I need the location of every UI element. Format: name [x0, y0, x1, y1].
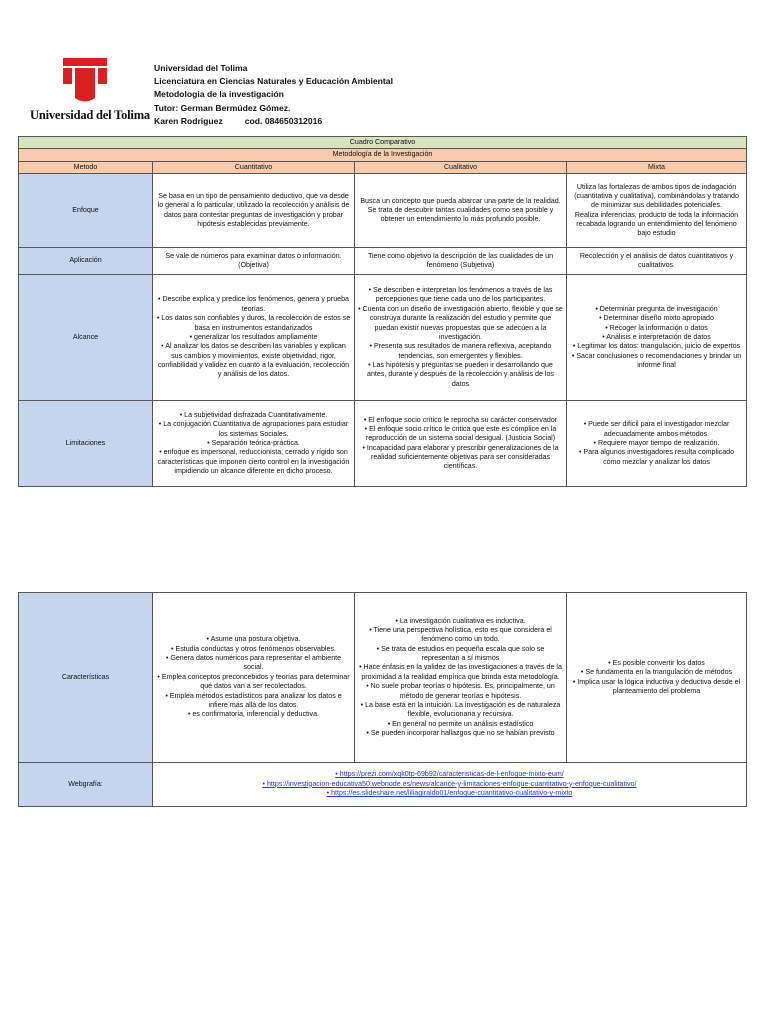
- cell-caracteristicas-cuantitativo: • Asume una postura objetiva. • Estudia conductas y otros fenómenos observables. • Genera datos numéricos para representar el ambiente social. • Emplea conceptos preconcebidos y teorías para determinar qué datos van a ser recolectados. • Emplea métodos estadísticos para analizar los datos e infiere más allá de los datos. • es confirmatoria, inferencial y deductiva.: [153, 593, 355, 763]
- student-code: cod. 084650312016: [244, 115, 323, 126]
- table-row: [19, 763, 747, 807]
- cell-enfoque-mixta: Utiliza las fortalezas de ambos tipos de indagación (cuantitativa y cualitativa), combinándolas y tratando de minimizar sus debilidades potenciales. Realiza inferencias, producto de toda la información recabada logrando un entendimiento del fenómeno bajo estudio: [567, 174, 747, 248]
- column-header-cualitativo: Cualitativo: [355, 161, 567, 173]
- cell-alcance-mixta: • Determinar pregunta de investigación • Determinar diseño mixto apropiado • Recoger la información o datos • Análisis e interpretación de datos • Legitimar los datos: triangulación, juicio de expertos • Sacar conclusiones o recomendaciones y brindar un informe final: [567, 275, 747, 401]
- program-name: Licenciatura en Ciencias Naturales y Educación Ambiental: [154, 76, 393, 87]
- cell-aplicacion-mixta: Recolección y el análisis de datos cuantitativos y cualitativos.: [567, 248, 747, 275]
- logo-wordmark: Universidad del Tolima: [30, 108, 150, 122]
- university-logo: [30, 58, 150, 128]
- reference-link-2[interactable]: • https://investigacion-educativa50.webnode.es/news/alcance-y-limitaciones-enfoque-cuantitativo-y-enfoque-cualitativo/: [262, 779, 637, 788]
- reference-link-1[interactable]: • https://prezi.com/xqk0tp-69b92/caracteristicas-de-l-enfoque-mixto-eum/: [335, 770, 564, 779]
- student-line: [154, 115, 393, 128]
- comparison-table-continued: [18, 592, 747, 807]
- comparison-table: [18, 136, 747, 487]
- column-header-metodo: Metodo: [19, 161, 153, 173]
- table-title: Cuadro Comparativo: [19, 137, 747, 149]
- university-name: Universidad del Tolima: [154, 63, 248, 73]
- cell-enfoque-cuantitativo: Se basa en un tipo de pensamiento deductivo, que va desde lo general a lo particular, utilizado la recolección y análisis de datos para contestar preguntas de investigación y probar hipótesis establecidas previamente.: [153, 174, 355, 248]
- table-row: [19, 248, 747, 275]
- cell-limitaciones-cualitativo: • El enfoque socio crítico le reprocha su carácter conservador • El enfoque socio crítico le critica que este es cómplice en la reproducción de un sistema social desigual. (Justicia Social) • Incapacidad para elaborar y prescribir generalizaciones de la realidad suficientemente objetivas para ser consideradas científicas.: [355, 401, 567, 487]
- reference-link-3[interactable]: • https://es.slideshare.net/liliagiraldo01/enfoque-cuantitativo-cualitativo-y-mixto: [326, 789, 573, 798]
- column-header-cuantitativo: Cuantitativo: [153, 161, 355, 173]
- row-label-webgrafia: Webgrafía:: [19, 763, 153, 807]
- cell-webgrafia-links: [153, 763, 747, 807]
- university-logo-mark-icon: [63, 58, 107, 106]
- cell-alcance-cualitativo: • Se describen e interpretan los fenómenos a través de las percepciones que tiene cada uno de los participantes. • Cuenta con un diseño de investigación abierto, flexible y que se construya durante la realización del estudio y permite que puedan existir nuevas propuestas que se adecúen a la investigación. • Presenta sus resultados de manera reflexiva, aceptando tendencias, son emergentes y flexibles. • Las hipótesis y preguntas se pueden ir desarrollando que antes, durante y después de la recolección y análisis de los datos: [355, 275, 567, 401]
- cell-aplicacion-cuantitativo: Se vale de números para examinar datos o información. (Objetiva): [153, 248, 355, 275]
- row-label-aplicacion: Aplicación: [19, 248, 153, 275]
- student-name: Karen Rodriguez: [154, 115, 223, 126]
- column-header-mixta: Mixta: [567, 161, 747, 173]
- table-row: [19, 174, 747, 248]
- row-label-caracteristicas: Características: [19, 593, 153, 763]
- course-name: Metodologia de la investigación: [154, 89, 284, 100]
- cell-enfoque-cualitativo: Busca un concepto que pueda abarcar una parte de la realidad. Se trata de descubrir tantas cualidades como sea posible y obtener un entendimiento lo más profundo posible.: [355, 174, 567, 248]
- row-label-limitaciones: Limitaciones: [19, 401, 153, 487]
- table-subtitle: Metodología de la Investigación: [19, 149, 747, 161]
- cell-limitaciones-mixta: • Puede ser difícil para el investigador mezclar adecuadamente ambos métodos. • Requiere mayor tiempo de realización. • Para algunos investigadores resulta complicado cómo mezclar y analizar los datos: [567, 401, 747, 487]
- cell-alcance-cuantitativo: • Describe explica y predice los fenómenos, genera y prueba teorías. • Los datos son confiables y duros, la recolección de estos se basa en instrumentos estandarizados • generalizar los resultados ampliamente • Al analizar los datos se describen las variables y explican sus cambios y movimientos, existe objetividad, rigor, confiabilidad y validez en cuanto a la evaluación, recolección y análisis de los datos.: [153, 275, 355, 401]
- table-row: [19, 593, 747, 763]
- cell-caracteristicas-mixta: • Es posible convertir los datos • Se fundamenta en la triangulación de métodos • Implica usar la lógica inductiva y deductiva desde el planteamiento del problema: [567, 593, 747, 763]
- tutor-name: Tutor: German Bermúdez Gómez.: [154, 102, 291, 113]
- row-label-alcance: Alcance: [19, 275, 153, 401]
- document-header: [154, 62, 393, 128]
- row-label-enfoque: Enfoque: [19, 174, 153, 248]
- cell-caracteristicas-cualitativo: • La investigación cualitativa es inductiva. • Tiene una perspectiva holística, esto es que considera el fenómeno como un todo. • Se trata de estudios en pequeña escala que solo se representan a sí mismos • Hace énfasis en la validez de las investigaciones a través de la proximidad a la realidad empírica que brinda esta metodología. • No suele probar teorías o hipótesis. Es, principalmente, un método de generar teorías e hipótesis. • La base está en la intuición. La investigación es de naturaleza flexible, evolucionaria y recursiva. • En general no permite un análisis estadístico • Se pueden incorporar hallazgos que no se habían previsto: [355, 593, 567, 763]
- table-row: [19, 401, 747, 487]
- cell-limitaciones-cuantitativo: • La subjetividad disfrazada Cuantitativamente. • La conjugación Cuantitativa de agrupaciones para estudiar los sistemas Sociales. • Separación teórica-práctica. • enfoque es impersonal, reduccionista, cerrado y rígido son características que imponen cierto control en la investigación impidiendo un alcance diferente en dicho proceso.: [153, 401, 355, 487]
- cell-aplicacion-cualitativo: Tiene como objetivo la descripción de las cualidades de un fenómeno (Subjetiva): [355, 248, 567, 275]
- table-row: [19, 275, 747, 401]
